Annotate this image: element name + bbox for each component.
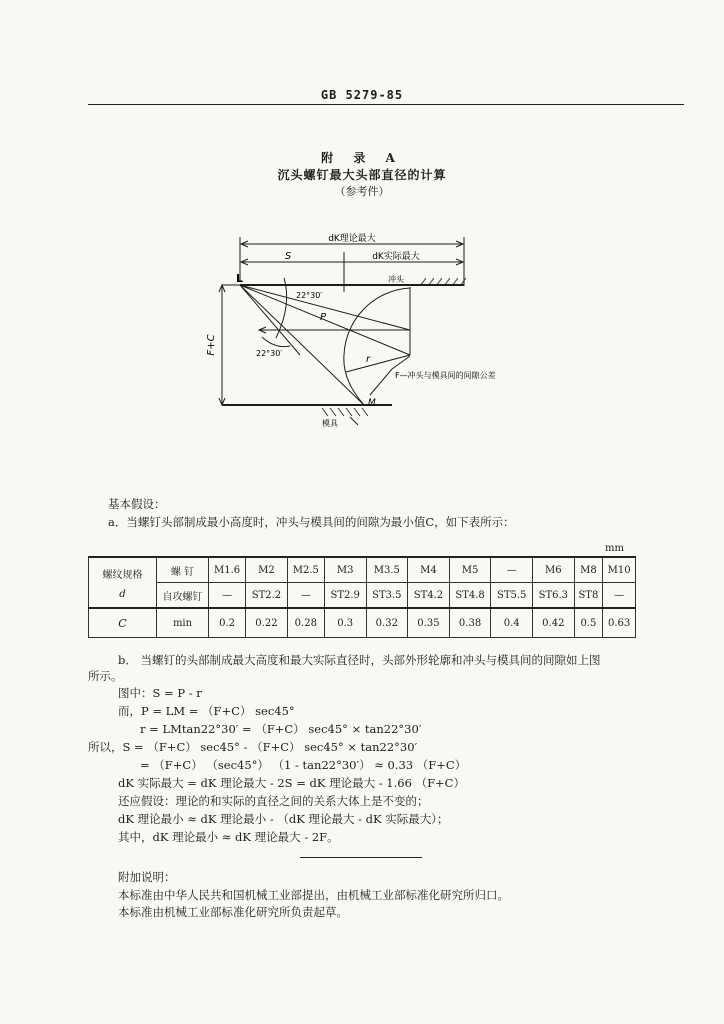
table-cell: ST4.8 (449, 583, 491, 609)
table-cell: 0.2 (209, 608, 246, 638)
notes-heading: 附加说明： (118, 870, 176, 884)
table-row-c-min (89, 608, 636, 638)
die-hatch (322, 408, 368, 416)
table-cell: 0.38 (449, 608, 491, 638)
formula-4: 所以，S = （F+C） sec45° - （F+C） sec45° × tan22°30′ (88, 740, 418, 754)
formula-5: = （F+C） （sec45°） （1 - tan22°30′） ≈ 0.33 （F+C） (140, 758, 467, 772)
r-label: r (366, 354, 371, 365)
formula-2: 而，P = LM = （F+C） sec45° (118, 704, 295, 718)
table-cell: ST2.2 (246, 583, 288, 609)
s-label: S (284, 251, 292, 262)
formula-1: 图中：S = P - r (118, 686, 202, 700)
tapping-label-cell: 自攻螺钉 (157, 583, 209, 609)
table-cell: M5 (449, 557, 491, 583)
table-cell: M6 (533, 557, 575, 583)
formula-6: dK 实际最大 = dK 理论最大 - 2S = dK 理论最大 - 1.66 （F+C） (118, 776, 465, 790)
appendix-title: 沉头螺钉最大头部直径的计算 (277, 168, 447, 182)
dk-theory-label: dK理论最大 (328, 234, 376, 244)
body-b-line2: 所示。 (88, 669, 123, 683)
die-label: 模具 (322, 419, 338, 428)
clearance-table (88, 556, 636, 638)
p-label: P (320, 312, 327, 323)
formula-3: r = LMtan22°30′ = （F+C） sec45° × tan22°30′ (140, 722, 422, 736)
table-cell: 0.35 (408, 608, 450, 638)
die-leader (350, 417, 358, 425)
table-cell: ST2.9 (324, 583, 366, 609)
table-cell: ST3.5 (366, 583, 408, 609)
angle-label-bottom: 22°30′ (256, 349, 283, 358)
body-b-line1: b． 当螺钉的头部制成最大高度和最大实际直径时，头部外形轮廓和冲头与模具间的间隙如上图 (118, 653, 601, 667)
l-label: L (236, 272, 244, 285)
table-cell: 0.4 (491, 608, 533, 638)
table-unit: mm (605, 543, 624, 554)
thread-spec-cell: 螺纹规格 d (89, 557, 157, 608)
table-cell: 0.3 (324, 608, 366, 638)
formula-9: 其中，dK 理论最小 ≈ dK 理论最大 - 2F。 (118, 830, 339, 844)
formula-8: dK 理论最小 ≈ dK 理论最小 - （dK 理论最大 - dK 实际最大）； (118, 812, 449, 826)
table-cell: — (209, 583, 246, 609)
notes-line-2: 本标准由机械工业部标准化研究所负责起草。 (118, 905, 348, 919)
table-cell: 0.63 (603, 608, 636, 638)
screw-label-cell: 螺 钉 (157, 557, 209, 583)
table-cell: M2 (246, 557, 288, 583)
assumption-heading: 基本假设： (108, 497, 166, 511)
notes-divider (300, 857, 422, 858)
f-note-label: F—冲头与模具间的间隙公差 (395, 371, 496, 380)
table-cell: 0.32 (366, 608, 408, 638)
punch-label: 冲头 (388, 275, 404, 284)
standard-number: GB 5279-85 (320, 88, 404, 102)
angle-label-top: 22°30′ (296, 291, 323, 300)
appendix-subtitle: （参考件） (334, 185, 390, 198)
notes-line-1: 本标准由中华人民共和国机械工业部提出，由机械工业部标准化研究所归口。 (118, 888, 509, 902)
construction-line (240, 285, 410, 330)
table-cell: — (287, 583, 324, 609)
table-cell: ST4.2 (408, 583, 450, 609)
table-cell: ST6.3 (533, 583, 575, 609)
table-row-tapping (89, 583, 636, 609)
table-cell: 0.42 (533, 608, 575, 638)
table-cell: 0.28 (287, 608, 324, 638)
table-cell: M2.5 (287, 557, 324, 583)
table-cell: 0.5 (574, 608, 603, 638)
f-plus-c-label: F+C (206, 334, 217, 356)
table-cell: 0.22 (246, 608, 288, 638)
c-label-cell: C (89, 608, 157, 638)
construction-line (240, 285, 300, 355)
table-cell: ST5.5 (491, 583, 533, 609)
table-cell: M4 (408, 557, 450, 583)
table-cell: — (603, 583, 636, 609)
table-cell: M3 (324, 557, 366, 583)
table-cell: ST8 (574, 583, 603, 609)
table-cell: M1.6 (209, 557, 246, 583)
min-label-cell: min (157, 608, 209, 638)
dk-actual-label: dK实际最大 (372, 252, 420, 262)
table-row-screw (89, 557, 636, 583)
table-cell: M8 (574, 557, 603, 583)
assumption-a: a．当螺钉头部制成最小高度时，冲头与模具间的间隙为最小值C，如下表所示： (108, 515, 515, 529)
gap-leader (392, 356, 410, 369)
table-cell: — (491, 557, 533, 583)
formula-7: 还应假设：理论的和实际的直径之间的关系大体上是不变的； (118, 794, 429, 808)
table-cell: M3.5 (366, 557, 408, 583)
appendix-label: 附 录 A (321, 151, 403, 165)
table-cell: M10 (603, 557, 636, 583)
m-label: M (368, 398, 376, 408)
